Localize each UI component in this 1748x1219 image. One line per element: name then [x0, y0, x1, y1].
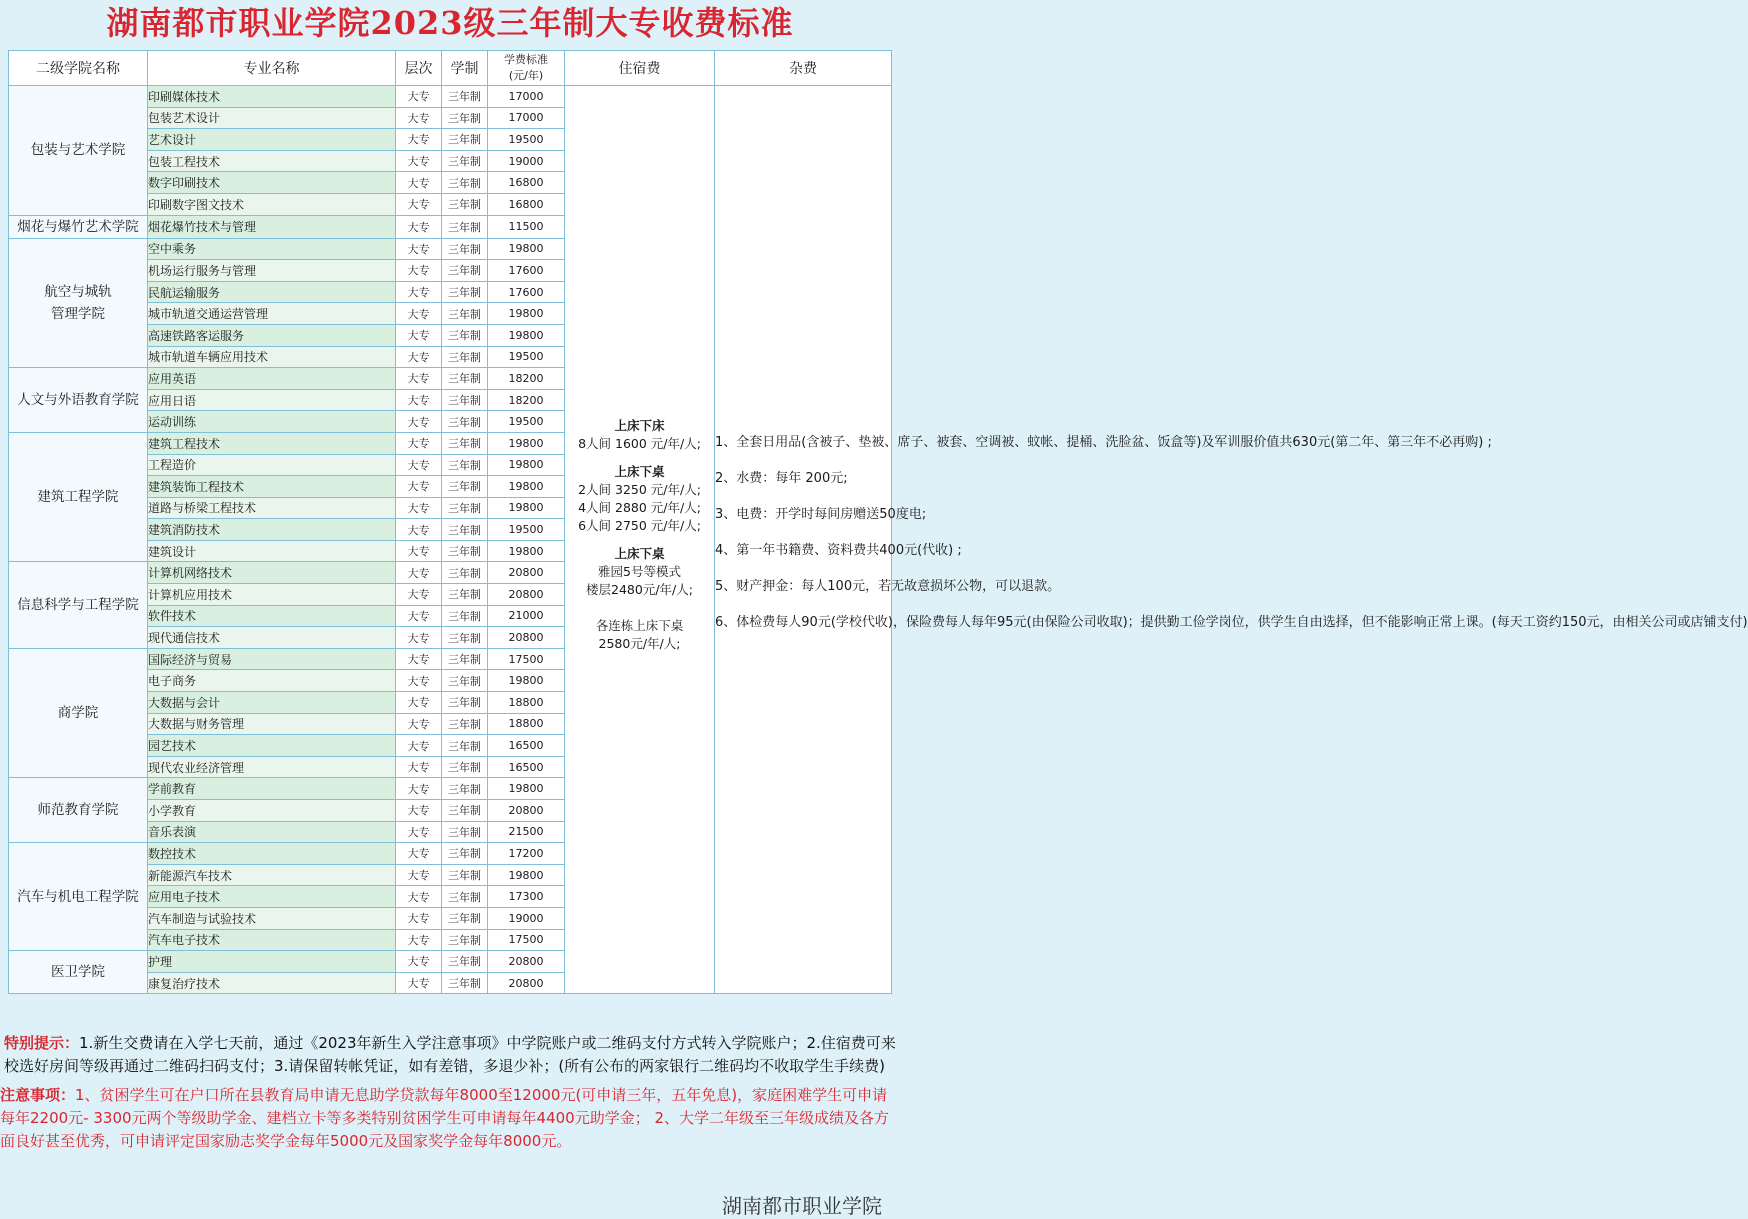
fee-cell: 18800 [488, 692, 565, 714]
fee-cell: 21000 [488, 605, 565, 627]
header-row [9, 51, 892, 86]
fee-cell: 20800 [488, 800, 565, 822]
level-cell: 大专 [396, 107, 442, 129]
level-cell: 大专 [396, 864, 442, 886]
fee-cell: 16500 [488, 756, 565, 778]
level-cell: 大专 [396, 497, 442, 519]
major-name: 民航运输服务 [148, 281, 396, 303]
level-cell: 大专 [396, 238, 442, 260]
misc-item: 5、财产押金：每人100元，若无故意损坏公物，可以退款。 [715, 578, 1061, 594]
major-name: 机场运行服务与管理 [148, 260, 396, 282]
attention-note [0, 1084, 900, 1153]
lodging-line: 2580元/年/人; [598, 635, 681, 651]
duration-cell: 三年制 [442, 172, 488, 194]
level-cell: 大专 [396, 540, 442, 562]
college-name: 人文与外语教育学院 [9, 368, 148, 433]
header-major: 专业名称 [148, 51, 396, 86]
duration-cell: 三年制 [442, 735, 488, 757]
duration-cell: 三年制 [442, 929, 488, 951]
duration-cell: 三年制 [442, 800, 488, 822]
duration-cell: 三年制 [442, 281, 488, 303]
duration-cell: 三年制 [442, 864, 488, 886]
header-level: 层次 [396, 51, 442, 86]
lodging-line: 楼层2480元/年/人; [586, 581, 693, 597]
level-cell: 大专 [396, 778, 442, 800]
duration-cell: 三年制 [442, 584, 488, 606]
fee-cell: 20800 [488, 627, 565, 649]
level-cell: 大专 [396, 476, 442, 498]
level-cell: 大专 [396, 821, 442, 843]
level-cell: 大专 [396, 193, 442, 215]
level-cell: 大专 [396, 886, 442, 908]
major-name: 新能源汽车技术 [148, 864, 396, 886]
lodging-block [565, 417, 714, 453]
major-name: 建筑工程技术 [148, 432, 396, 454]
fee-cell: 20800 [488, 562, 565, 584]
major-name: 道路与桥梁工程技术 [148, 497, 396, 519]
special-note [0, 1032, 900, 1078]
major-name: 建筑设计 [148, 540, 396, 562]
fee-cell: 19800 [488, 238, 565, 260]
level-cell: 大专 [396, 951, 442, 973]
lodging-block [565, 545, 714, 653]
lodging-block [565, 463, 714, 535]
fee-cell: 19500 [488, 346, 565, 368]
major-name: 数字印刷技术 [148, 172, 396, 194]
fee-cell: 16500 [488, 735, 565, 757]
header-fee [488, 51, 565, 86]
major-name: 大数据与会计 [148, 692, 396, 714]
level-cell: 大专 [396, 324, 442, 346]
notes-section [0, 1032, 900, 1153]
major-name: 建筑装饰工程技术 [148, 476, 396, 498]
duration-cell: 三年制 [442, 713, 488, 735]
duration-cell: 三年制 [442, 346, 488, 368]
level-cell: 大专 [396, 129, 442, 151]
duration-cell: 三年制 [442, 627, 488, 649]
major-name: 大数据与财务管理 [148, 713, 396, 735]
header-fee-top: 学费标准 [504, 53, 548, 66]
fee-cell: 11500 [488, 215, 565, 238]
duration-cell: 三年制 [442, 886, 488, 908]
fee-table-body [9, 86, 1748, 994]
fee-cell: 19800 [488, 497, 565, 519]
fee-cell: 16800 [488, 172, 565, 194]
major-name: 工程造价 [148, 454, 396, 476]
attention-note-text: 1、贫困学生可在户口所在县教育局申请无息助学贷款每年8000至12000元(可申请三年，五年免息)，家庭困难学生可申请每年2200元- 3300元两个等级助学金、建档立卡等多类特别贫困学生可申请每年4400元助学金； 2、大学二年级至三年级成绩及各方面良好甚至优秀，可申请评定国家励志奖学金每年5000元及国家奖学金每年8000元。 [0, 1086, 890, 1150]
college-name: 建筑工程学院 [9, 432, 148, 562]
level-cell: 大专 [396, 605, 442, 627]
major-name: 计算机应用技术 [148, 584, 396, 606]
fee-cell: 19800 [488, 670, 565, 692]
major-name: 汽车制造与试验技术 [148, 907, 396, 929]
level-cell: 大专 [396, 303, 442, 325]
duration-cell: 三年制 [442, 843, 488, 865]
duration-cell: 三年制 [442, 389, 488, 411]
fee-cell: 19800 [488, 324, 565, 346]
level-cell: 大专 [396, 627, 442, 649]
lodging-heading: 上床下桌 [614, 545, 665, 561]
duration-cell: 三年制 [442, 497, 488, 519]
fee-cell: 18800 [488, 713, 565, 735]
lodging-line: 2人间 3250 元/年/人; [578, 481, 701, 497]
duration-cell: 三年制 [442, 670, 488, 692]
footer-signature: 湖南都市职业学院 [722, 1194, 882, 1218]
college-name: 商学院 [9, 648, 148, 778]
fee-cell: 17600 [488, 281, 565, 303]
duration-cell: 三年制 [442, 605, 488, 627]
duration-cell: 三年制 [442, 411, 488, 433]
page-title: 湖南都市职业学院2023级三年制大专收费标准 [106, 4, 794, 42]
level-cell: 大专 [396, 172, 442, 194]
major-name: 软件技术 [148, 605, 396, 627]
duration-cell: 三年制 [442, 432, 488, 454]
fee-cell: 19800 [488, 476, 565, 498]
fee-cell: 17500 [488, 929, 565, 951]
lodging-line: 各连栋上床下桌 [595, 617, 684, 633]
duration-cell: 三年制 [442, 519, 488, 541]
fee-cell: 19800 [488, 432, 565, 454]
college-name: 信息科学与工程学院 [9, 562, 148, 648]
duration-cell: 三年制 [442, 778, 488, 800]
duration-cell: 三年制 [442, 107, 488, 129]
fee-cell: 19800 [488, 303, 565, 325]
fee-cell: 17500 [488, 648, 565, 670]
major-name: 城市轨道车辆应用技术 [148, 346, 396, 368]
major-name: 电子商务 [148, 670, 396, 692]
duration-cell: 三年制 [442, 260, 488, 282]
level-cell: 大专 [396, 756, 442, 778]
fee-cell: 19800 [488, 778, 565, 800]
attention-note-label: 注意事项： [0, 1086, 76, 1104]
fee-cell: 19500 [488, 411, 565, 433]
level-cell: 大专 [396, 454, 442, 476]
header-fee-bottom: (元/年) [508, 69, 544, 82]
level-cell: 大专 [396, 972, 442, 994]
level-cell: 大专 [396, 648, 442, 670]
level-cell: 大专 [396, 346, 442, 368]
college-name: 包装与艺术学院 [9, 86, 148, 216]
header-lodging: 住宿费 [565, 51, 715, 86]
major-name: 应用日语 [148, 389, 396, 411]
level-cell: 大专 [396, 800, 442, 822]
table-row [9, 86, 892, 108]
major-name: 现代通信技术 [148, 627, 396, 649]
major-name: 空中乘务 [148, 238, 396, 260]
level-cell: 大专 [396, 692, 442, 714]
major-name: 包装艺术设计 [148, 107, 396, 129]
duration-cell: 三年制 [442, 821, 488, 843]
lodging-line: 6人间 2750 元/年/人; [578, 517, 701, 533]
misc-item: 1、全套日用品(含被子、垫被、席子、被套、空调被、蚊帐、提桶、洗脸盆、饭盒等)及军训服价值共630元(第二年、第三年不必再购) ; [715, 434, 1492, 450]
fee-cell: 19800 [488, 540, 565, 562]
major-name: 国际经济与贸易 [148, 648, 396, 670]
lodging-cell [565, 86, 715, 994]
duration-cell: 三年制 [442, 238, 488, 260]
major-name: 小学教育 [148, 800, 396, 822]
level-cell: 大专 [396, 150, 442, 172]
fee-cell: 19000 [488, 907, 565, 929]
fee-cell: 20800 [488, 584, 565, 606]
level-cell: 大专 [396, 411, 442, 433]
lodging-heading: 上床下床 [614, 417, 665, 433]
level-cell: 大专 [396, 519, 442, 541]
college-name: 师范教育学院 [9, 778, 148, 843]
fee-table [8, 50, 1748, 994]
fee-cell: 21500 [488, 821, 565, 843]
duration-cell: 三年制 [442, 150, 488, 172]
duration-cell: 三年制 [442, 540, 488, 562]
fee-cell: 19500 [488, 129, 565, 151]
fee-cell: 20800 [488, 951, 565, 973]
header-college: 二级学院名称 [9, 51, 148, 86]
major-name: 应用英语 [148, 368, 396, 390]
lodging-line: 4人间 2880 元/年/人; [578, 499, 701, 515]
level-cell: 大专 [396, 368, 442, 390]
duration-cell: 三年制 [442, 951, 488, 973]
duration-cell: 三年制 [442, 756, 488, 778]
duration-cell: 三年制 [442, 193, 488, 215]
misc-item: 3、电费：开学时每间房赠送50度电; [715, 506, 927, 522]
fee-cell: 19800 [488, 454, 565, 476]
major-name: 计算机网络技术 [148, 562, 396, 584]
duration-cell: 三年制 [442, 454, 488, 476]
duration-cell: 三年制 [442, 368, 488, 390]
level-cell: 大专 [396, 432, 442, 454]
major-name: 城市轨道交通运营管理 [148, 303, 396, 325]
level-cell: 大专 [396, 929, 442, 951]
duration-cell: 三年制 [442, 303, 488, 325]
misc-cell [715, 86, 1748, 994]
level-cell: 大专 [396, 735, 442, 757]
duration-cell: 三年制 [442, 562, 488, 584]
duration-cell: 三年制 [442, 129, 488, 151]
major-name: 数控技术 [148, 843, 396, 865]
fee-cell: 19800 [488, 864, 565, 886]
level-cell: 大专 [396, 670, 442, 692]
major-name: 音乐表演 [148, 821, 396, 843]
major-name: 烟花爆竹技术与管理 [148, 215, 396, 238]
level-cell: 大专 [396, 562, 442, 584]
lodging-line: 8人间 1600 元/年/人; [578, 435, 701, 451]
level-cell: 大专 [396, 584, 442, 606]
fee-cell: 18200 [488, 389, 565, 411]
special-note-label: 特别提示： [4, 1034, 80, 1052]
major-name: 建筑消防技术 [148, 519, 396, 541]
level-cell: 大专 [396, 215, 442, 238]
duration-cell: 三年制 [442, 972, 488, 994]
level-cell: 大专 [396, 843, 442, 865]
major-name: 现代农业经济管理 [148, 756, 396, 778]
major-name: 印刷数字图文技术 [148, 193, 396, 215]
major-name: 运动训练 [148, 411, 396, 433]
major-name: 学前教育 [148, 778, 396, 800]
lodging-heading: 上床下桌 [614, 463, 665, 479]
fee-cell: 19000 [488, 150, 565, 172]
header-misc: 杂费 [715, 51, 892, 86]
lodging-line: 雅园5号等模式 [598, 563, 681, 579]
major-name: 康复治疗技术 [148, 972, 396, 994]
major-name: 印刷媒体技术 [148, 86, 396, 108]
college-name: 汽车与机电工程学院 [9, 843, 148, 951]
duration-cell: 三年制 [442, 324, 488, 346]
major-name: 应用电子技术 [148, 886, 396, 908]
level-cell: 大专 [396, 281, 442, 303]
header-duration: 学制 [442, 51, 488, 86]
major-name: 包装工程技术 [148, 150, 396, 172]
duration-cell: 三年制 [442, 215, 488, 238]
duration-cell: 三年制 [442, 692, 488, 714]
misc-item: 6、体检费每人90元(学校代收)，保险费每人每年95元(由保险公司收取)；提供勤工俭学岗位，供学生自由选择，但不能影响正常上课。(每天工资约150元，由相关公司或店铺支付) [715, 614, 1748, 630]
misc-item: 2、水费：每年 200元; [715, 470, 848, 486]
fee-cell: 16800 [488, 193, 565, 215]
level-cell: 大专 [396, 907, 442, 929]
major-name: 园艺技术 [148, 735, 396, 757]
fee-cell: 17000 [488, 107, 565, 129]
major-name: 汽车电子技术 [148, 929, 396, 951]
college-name: 医卫学院 [9, 951, 148, 994]
fee-cell: 18200 [488, 368, 565, 390]
special-note-text: 1.新生交费请在入学七天前，通过《2023年新生入学注意事项》中学院账户或二维码支付方式转入学院账户；2.住宿费可来校选好房间等级再通过二维码扫码支付；3.请保留转帐凭证，如有差错，多退少补；(所有公布的两家银行二维码均不收取学生手续费) [4, 1034, 896, 1075]
duration-cell: 三年制 [442, 648, 488, 670]
fee-cell: 17600 [488, 260, 565, 282]
fee-cell: 17300 [488, 886, 565, 908]
level-cell: 大专 [396, 713, 442, 735]
major-name: 护理 [148, 951, 396, 973]
fee-cell: 17000 [488, 86, 565, 108]
misc-item: 4、第一年书籍费、资料费共400元(代收) ; [715, 542, 962, 558]
duration-cell: 三年制 [442, 86, 488, 108]
duration-cell: 三年制 [442, 476, 488, 498]
college-name: 烟花与爆竹艺术学院 [9, 215, 148, 238]
major-name: 高速铁路客运服务 [148, 324, 396, 346]
major-name: 艺术设计 [148, 129, 396, 151]
college-name: 航空与城轨 管理学院 [9, 238, 148, 368]
duration-cell: 三年制 [442, 907, 488, 929]
lodging-line [565, 599, 714, 617]
level-cell: 大专 [396, 389, 442, 411]
fee-cell: 20800 [488, 972, 565, 994]
level-cell: 大专 [396, 260, 442, 282]
fee-cell: 19500 [488, 519, 565, 541]
fee-cell: 17200 [488, 843, 565, 865]
level-cell: 大专 [396, 86, 442, 108]
